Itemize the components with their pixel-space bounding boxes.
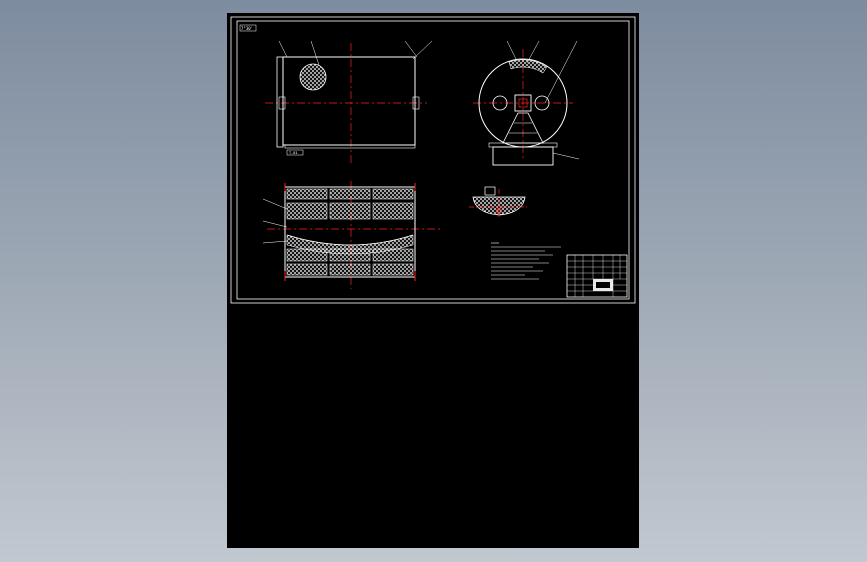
section-view-outline xyxy=(285,187,415,277)
leader-line-2 xyxy=(311,41,319,65)
screen-panel-12 xyxy=(373,264,413,275)
screen-panel-4 xyxy=(287,203,327,219)
leader-line-5 xyxy=(507,41,517,61)
front-view-screen-detail xyxy=(300,64,326,90)
screen-panel-10 xyxy=(287,264,327,275)
screen-panel-5 xyxy=(330,203,370,219)
leader-line-7 xyxy=(545,41,577,103)
leader-line-10 xyxy=(263,221,287,227)
screen-panel-11 xyxy=(330,264,370,275)
screen-panel-2 xyxy=(330,189,370,199)
leader-line-8 xyxy=(553,153,579,159)
screen-panel-8 xyxy=(330,249,370,261)
screen-panel-3 xyxy=(373,189,413,199)
leader-line-3 xyxy=(413,41,432,59)
title-block-name-inner xyxy=(596,282,610,288)
screen-panel-6 xyxy=(373,203,413,219)
front-view xyxy=(265,41,432,163)
drawing-sheet[interactable] xyxy=(227,13,639,548)
leader-line-4 xyxy=(405,41,417,57)
title-block xyxy=(567,255,627,297)
leader-line-9 xyxy=(263,199,287,209)
title-tag-text: 7°30' xyxy=(241,26,254,31)
side-view xyxy=(473,41,579,165)
side-view-hatched-arc xyxy=(509,60,547,73)
screen-panel-9 xyxy=(373,249,413,261)
leader-line-1 xyxy=(279,41,287,57)
leader-line-11 xyxy=(263,241,287,243)
screen-panel-1 xyxy=(287,189,327,199)
part-label-text: T-01 xyxy=(289,151,298,155)
detail-view xyxy=(469,187,529,219)
drawing-canvas xyxy=(227,13,639,548)
front-view-flange xyxy=(277,57,283,147)
detail-view-cap xyxy=(485,187,495,195)
section-view xyxy=(263,181,441,289)
technical-notes xyxy=(491,243,561,279)
screen-panel-7 xyxy=(287,249,327,261)
